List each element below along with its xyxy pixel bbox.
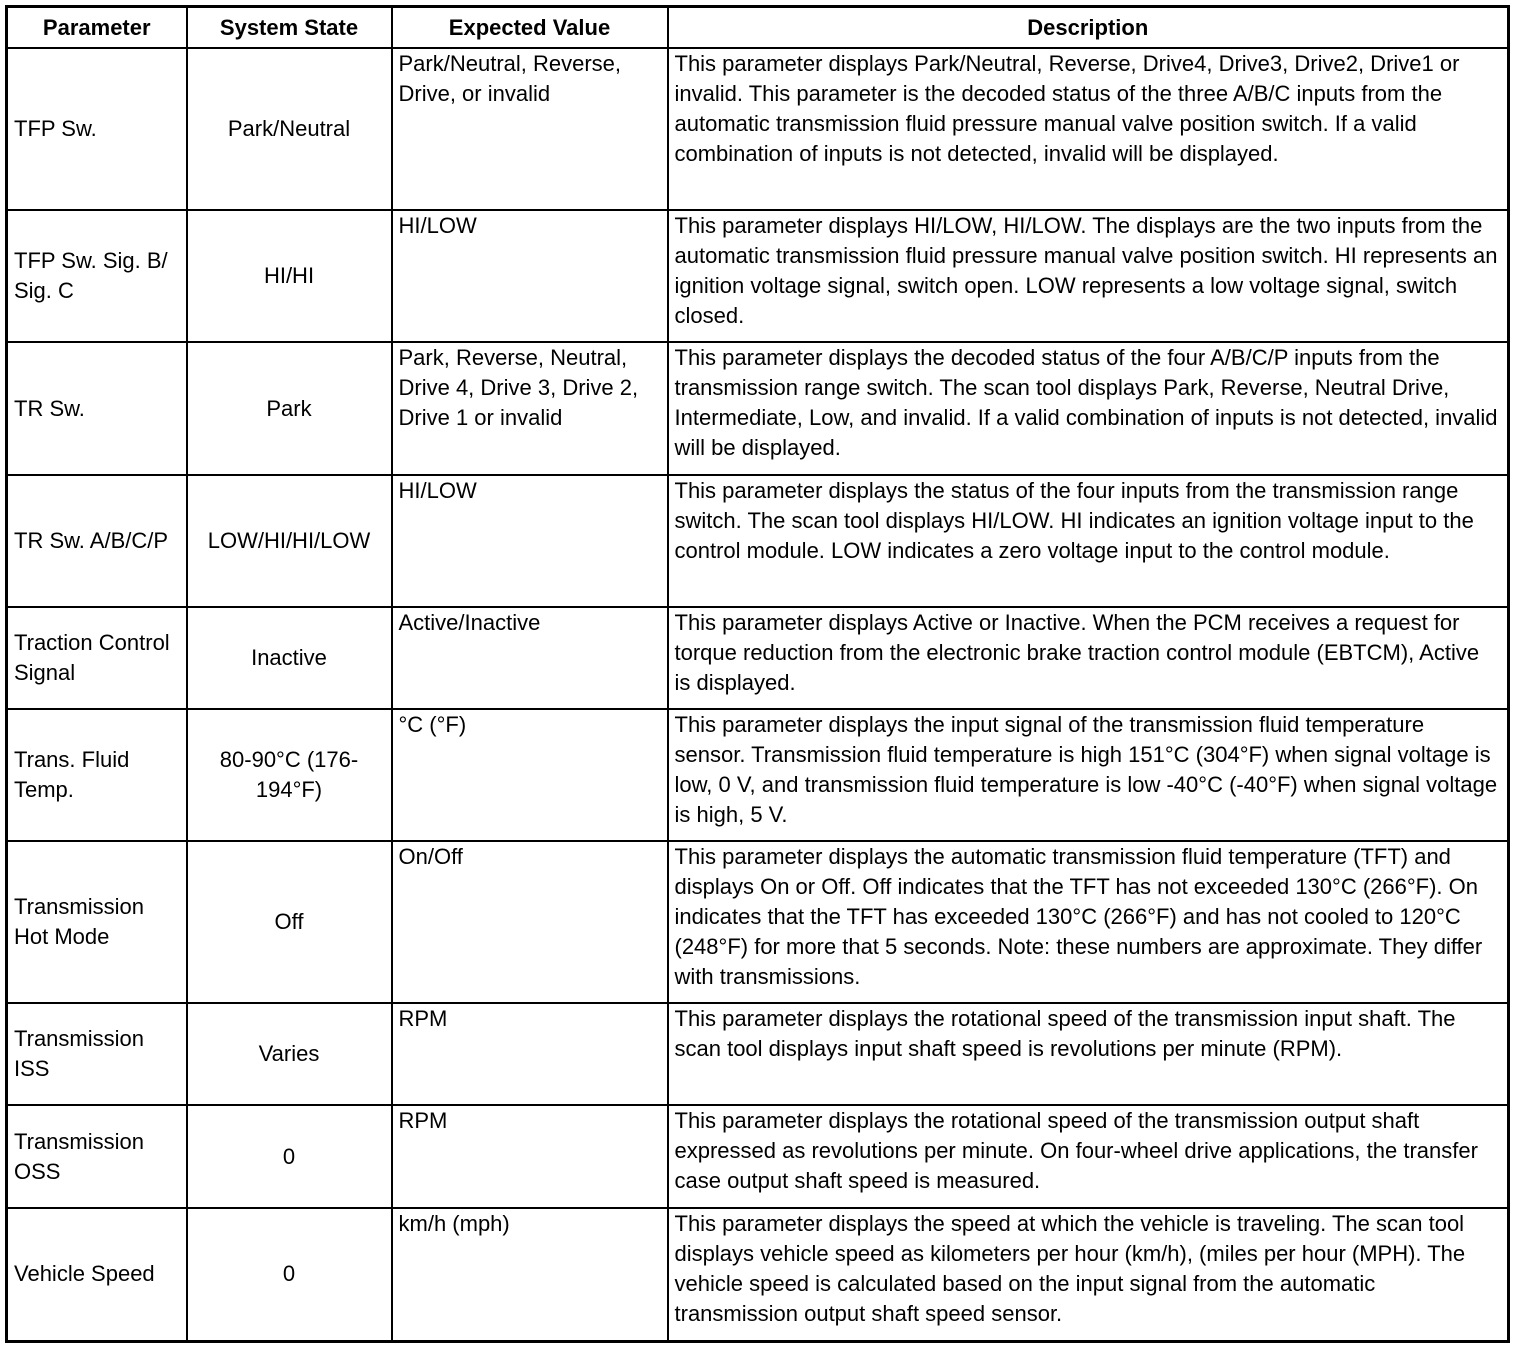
table-row [7, 1003, 1509, 1105]
cell-system-state: Park/Neutral [187, 48, 392, 210]
cell-expected-value: On/Off [392, 841, 668, 1003]
cell-expected-value: RPM [392, 1003, 668, 1105]
cell-expected-value: Active/Inactive [392, 607, 668, 709]
cell-description: This parameter displays the rotational speed of the transmission output shaft expressed as revolutions per minute. On four-wheel drive applications, the transfer case output shaft speed is measured. [668, 1105, 1509, 1208]
cell-system-state: Park [187, 342, 392, 475]
cell-expected-value: HI/LOW [392, 210, 668, 342]
cell-parameter: Transmission Hot Mode [7, 841, 187, 1003]
cell-expected-value: RPM [392, 1105, 668, 1208]
table-row [7, 709, 1509, 841]
cell-parameter: Vehicle Speed [7, 1208, 187, 1341]
cell-parameter: TR Sw. [7, 342, 187, 475]
table-row [7, 841, 1509, 1003]
table-row [7, 1208, 1509, 1341]
cell-system-state: LOW/HI/HI/LOW [187, 475, 392, 607]
header-expected-value: Expected Value [392, 7, 668, 49]
table-row [7, 607, 1509, 709]
cell-expected-value: Park/Neutral, Reverse, Drive, or invalid [392, 48, 668, 210]
cell-system-state: Varies [187, 1003, 392, 1105]
cell-description: This parameter displays Park/Neutral, Reverse, Drive4, Drive3, Drive2, Drive1 or invalid. This parameter is the decoded status of the three A/B/C inputs from the automatic transmission fluid pressure manual valve position switch. If a valid combination of inputs is not detected, invalid will be displayed. [668, 48, 1509, 210]
cell-parameter: TFP Sw. Sig. B/ Sig. C [7, 210, 187, 342]
cell-parameter: TR Sw. A/B/C/P [7, 475, 187, 607]
cell-expected-value: km/h (mph) [392, 1208, 668, 1341]
header-parameter: Parameter [7, 7, 187, 49]
cell-system-state: Off [187, 841, 392, 1003]
cell-parameter: Trans. Fluid Temp. [7, 709, 187, 841]
cell-description: This parameter displays the decoded status of the four A/B/C/P inputs from the transmission range switch. The scan tool displays Park, Reverse, Neutral Drive, Intermediate, Low, and invalid. If a valid combination of inputs is not detected, invalid will be displayed. [668, 342, 1509, 475]
cell-description: This parameter displays the automatic transmission fluid temperature (TFT) and displays On or Off. Off indicates that the TFT has not exceeded 130°C (266°F). On indicates that the TFT has exceeded 130°C (266°F) and has not cooled to 120°C (248°F) for more that 5 seconds. Note: these numbers are approximate. They differ with transmissions. [668, 841, 1509, 1003]
cell-system-state: 0 [187, 1105, 392, 1208]
cell-description: This parameter displays the speed at which the vehicle is traveling. The scan tool displays vehicle speed as kilometers per hour (km/h), (miles per hour (MPH). The vehicle speed is calculated based on the input signal from the automatic transmission output shaft speed sensor. [668, 1208, 1509, 1341]
cell-parameter: Transmission ISS [7, 1003, 187, 1105]
header-row [7, 7, 1509, 49]
cell-expected-value: °C (°F) [392, 709, 668, 841]
cell-description: This parameter displays Active or Inactive. When the PCM receives a request for torque reduction from the electronic brake traction control module (EBTCM), Active is displayed. [668, 607, 1509, 709]
cell-parameter: TFP Sw. [7, 48, 187, 210]
table-row [7, 475, 1509, 607]
table-row [7, 342, 1509, 475]
header-system-state: System State [187, 7, 392, 49]
table-row [7, 48, 1509, 210]
cell-system-state: HI/HI [187, 210, 392, 342]
cell-parameter: Traction Control Signal [7, 607, 187, 709]
table-row [7, 1105, 1509, 1208]
cell-system-state: 0 [187, 1208, 392, 1341]
cell-system-state: Inactive [187, 607, 392, 709]
parameter-table [5, 5, 1510, 1343]
header-description: Description [668, 7, 1509, 49]
cell-description: This parameter displays the rotational speed of the transmission input shaft. The scan tool displays input shaft speed is revolutions per minute (RPM). [668, 1003, 1509, 1105]
cell-expected-value: HI/LOW [392, 475, 668, 607]
cell-parameter: Transmission OSS [7, 1105, 187, 1208]
cell-description: This parameter displays HI/LOW, HI/LOW. The displays are the two inputs from the automatic transmission fluid pressure manual valve position switch. HI represents an ignition voltage signal, switch open. LOW represents a low voltage signal, switch closed. [668, 210, 1509, 342]
cell-description: This parameter displays the input signal of the transmission fluid temperature sensor. Transmission fluid temperature is high 151°C (304°F) when signal voltage is low, 0 V, and transmission fluid temperature is low -40°C (-40°F) when signal voltage is high, 5 V. [668, 709, 1509, 841]
cell-expected-value: Park, Reverse, Neutral, Drive 4, Drive 3, Drive 2, Drive 1 or invalid [392, 342, 668, 475]
table-row [7, 210, 1509, 342]
cell-description: This parameter displays the status of the four inputs from the transmission range switch. The scan tool displays HI/LOW. HI indicates an ignition voltage input to the control module. LOW indicates a zero voltage input to the control module. [668, 475, 1509, 607]
cell-system-state: 80-90°C (176-194°F) [187, 709, 392, 841]
